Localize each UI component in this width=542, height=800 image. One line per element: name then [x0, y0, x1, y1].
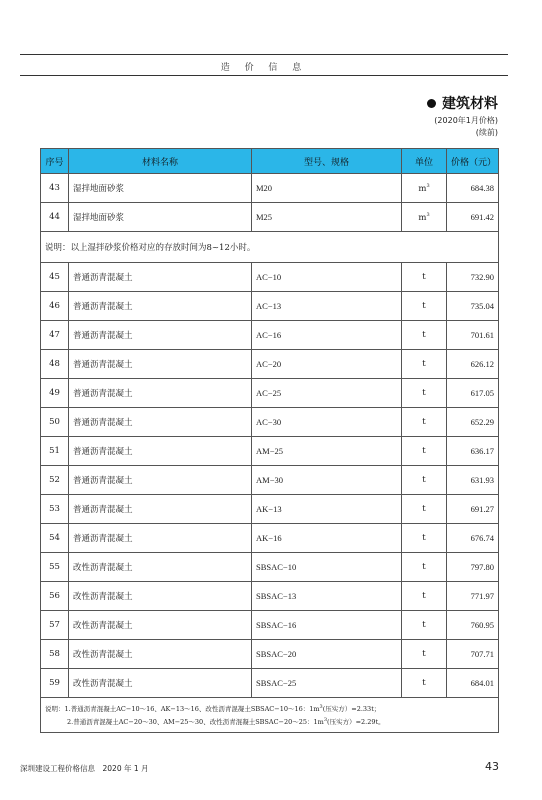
- cell-price: 735.04: [447, 292, 499, 321]
- note-asphalt-line1: 说明：1.普通沥青混凝土AC−10～16、AK−13～16、改性沥青混凝土SBSAC−10～16：$1m^3$(压实方）=2.33t；: [45, 703, 381, 713]
- cell-spec: AC−16: [252, 321, 402, 350]
- note-asphalt: [41, 698, 499, 733]
- cell-unit: t: [402, 350, 447, 379]
- table-row: [41, 408, 499, 437]
- table-row: [41, 263, 499, 292]
- cell-name: 改性沥青混凝土: [69, 640, 252, 669]
- cell-spec: M20: [252, 174, 402, 203]
- cell-no: 43: [41, 174, 69, 203]
- table-row: [41, 466, 499, 495]
- cell-spec: SBSAC−25: [252, 669, 402, 698]
- cell-no: 51: [41, 437, 69, 466]
- cell-no: 45: [41, 263, 69, 292]
- cell-unit: t: [402, 640, 447, 669]
- cell-unit: $m^3$: [402, 203, 447, 232]
- note-mortar: 说明：以上湿拌砂浆价格对应的存放时间为8~12小时。: [41, 232, 499, 263]
- cell-name: 普通沥青混凝土: [69, 408, 252, 437]
- cell-price: 701.61: [447, 321, 499, 350]
- note-asphalt-line2: 2.普通沥青混凝土AC−20～30、AM−25～30、改性沥青混凝土SBSAC−20～25：$1m^3$(压实方）=2.29t。: [67, 717, 385, 727]
- header-top-rule: [20, 54, 508, 55]
- cell-no: 48: [41, 350, 69, 379]
- cell-spec: AC−10: [252, 263, 402, 292]
- cell-name: 普通沥青混凝土: [69, 379, 252, 408]
- cell-unit: t: [402, 379, 447, 408]
- cell-price: 652.29: [447, 408, 499, 437]
- table-row: [41, 495, 499, 524]
- cell-price: 617.05: [447, 379, 499, 408]
- table-row: [41, 611, 499, 640]
- table-row: [41, 582, 499, 611]
- cell-name: 普通沥青混凝土: [69, 292, 252, 321]
- section-title: [427, 93, 498, 113]
- table-row: [41, 174, 499, 203]
- page-number: 43: [485, 760, 499, 773]
- cell-price: 631.93: [447, 466, 499, 495]
- cell-spec: SBSAC−20: [252, 640, 402, 669]
- cell-unit: t: [402, 495, 447, 524]
- cell-unit: t: [402, 408, 447, 437]
- cell-price: 771.97: [447, 582, 499, 611]
- cell-price: 691.27: [447, 495, 499, 524]
- cell-spec: AC−30: [252, 408, 402, 437]
- cell-no: 52: [41, 466, 69, 495]
- cell-spec: AK−16: [252, 524, 402, 553]
- cell-spec: M25: [252, 203, 402, 232]
- cell-price: 684.01: [447, 669, 499, 698]
- col-header-spec: 型号、规格: [252, 149, 402, 174]
- cell-price: 684.38: [447, 174, 499, 203]
- cell-no: 54: [41, 524, 69, 553]
- cell-spec: AK−13: [252, 495, 402, 524]
- bullet-icon: [427, 99, 436, 108]
- footer-publication: 深圳建设工程价格信息 2020 年 1 月: [20, 764, 149, 773]
- cell-name: 改性沥青混凝土: [69, 553, 252, 582]
- cell-spec: SBSAC−10: [252, 553, 402, 582]
- cell-spec: AM−30: [252, 466, 402, 495]
- cell-spec: AC−20: [252, 350, 402, 379]
- cell-unit: t: [402, 263, 447, 292]
- cell-unit: t: [402, 292, 447, 321]
- cell-price: 676.74: [447, 524, 499, 553]
- table-row: [41, 379, 499, 408]
- cell-name: 普通沥青混凝土: [69, 321, 252, 350]
- cell-spec: AM−25: [252, 437, 402, 466]
- cell-price: 636.17: [447, 437, 499, 466]
- note-row-asphalt: [41, 698, 499, 733]
- cell-no: 53: [41, 495, 69, 524]
- continued-label: (续前): [475, 128, 498, 137]
- col-header-price: 价格（元）: [447, 149, 499, 174]
- cell-price: 691.42: [447, 203, 499, 232]
- note-row-mortar: [41, 232, 499, 263]
- cell-unit: t: [402, 582, 447, 611]
- table-row: [41, 203, 499, 232]
- cell-name: 改性沥青混凝土: [69, 669, 252, 698]
- cell-no: 57: [41, 611, 69, 640]
- table-row: [41, 524, 499, 553]
- cell-price: 760.95: [447, 611, 499, 640]
- table-row: [41, 350, 499, 379]
- cell-spec: AC−13: [252, 292, 402, 321]
- cell-no: 59: [41, 669, 69, 698]
- cell-no: 58: [41, 640, 69, 669]
- cell-no: 49: [41, 379, 69, 408]
- cell-unit: $m^3$: [402, 174, 447, 203]
- section-title-text: 建筑材料: [442, 96, 498, 112]
- cell-spec: SBSAC−16: [252, 611, 402, 640]
- cell-spec: SBSAC−13: [252, 582, 402, 611]
- cell-unit: t: [402, 321, 447, 350]
- cell-name: 普通沥青混凝土: [69, 466, 252, 495]
- cell-price: 732.90: [447, 263, 499, 292]
- col-header-no: 序号: [41, 149, 69, 174]
- cell-name: 改性沥青混凝土: [69, 611, 252, 640]
- table-row: [41, 553, 499, 582]
- cell-no: 47: [41, 321, 69, 350]
- cell-name: 湿拌地面砂浆: [69, 203, 252, 232]
- cell-price: 626.12: [447, 350, 499, 379]
- cell-name: 普通沥青混凝土: [69, 524, 252, 553]
- price-date: (2020年1月价格): [434, 116, 498, 125]
- cell-name: 普通沥青混凝土: [69, 263, 252, 292]
- table-row: [41, 292, 499, 321]
- running-head: 造 价 信 息: [220, 63, 308, 73]
- cell-name: 改性沥青混凝土: [69, 582, 252, 611]
- cell-name: 普通沥青混凝土: [69, 350, 252, 379]
- table-row: [41, 640, 499, 669]
- col-header-unit: 单位: [402, 149, 447, 174]
- cell-unit: t: [402, 611, 447, 640]
- cell-unit: t: [402, 553, 447, 582]
- table-row: [41, 437, 499, 466]
- cell-unit: t: [402, 669, 447, 698]
- table-row: [41, 321, 499, 350]
- col-header-name: 材料名称: [69, 149, 252, 174]
- cell-no: 55: [41, 553, 69, 582]
- cell-no: 56: [41, 582, 69, 611]
- cell-unit: t: [402, 524, 447, 553]
- cell-name: 普通沥青混凝土: [69, 495, 252, 524]
- cell-price: 707.71: [447, 640, 499, 669]
- cell-no: 44: [41, 203, 69, 232]
- cell-no: 46: [41, 292, 69, 321]
- cell-price: 797.80: [447, 553, 499, 582]
- table-row: [41, 669, 499, 698]
- cell-name: 普通沥青混凝土: [69, 437, 252, 466]
- cell-unit: t: [402, 437, 447, 466]
- cell-unit: t: [402, 466, 447, 495]
- cell-no: 50: [41, 408, 69, 437]
- table-header-row: [41, 149, 499, 174]
- cell-name: 湿拌地面砂浆: [69, 174, 252, 203]
- price-table: [40, 148, 499, 733]
- cell-spec: AC−25: [252, 379, 402, 408]
- header-bottom-rule: [20, 75, 508, 76]
